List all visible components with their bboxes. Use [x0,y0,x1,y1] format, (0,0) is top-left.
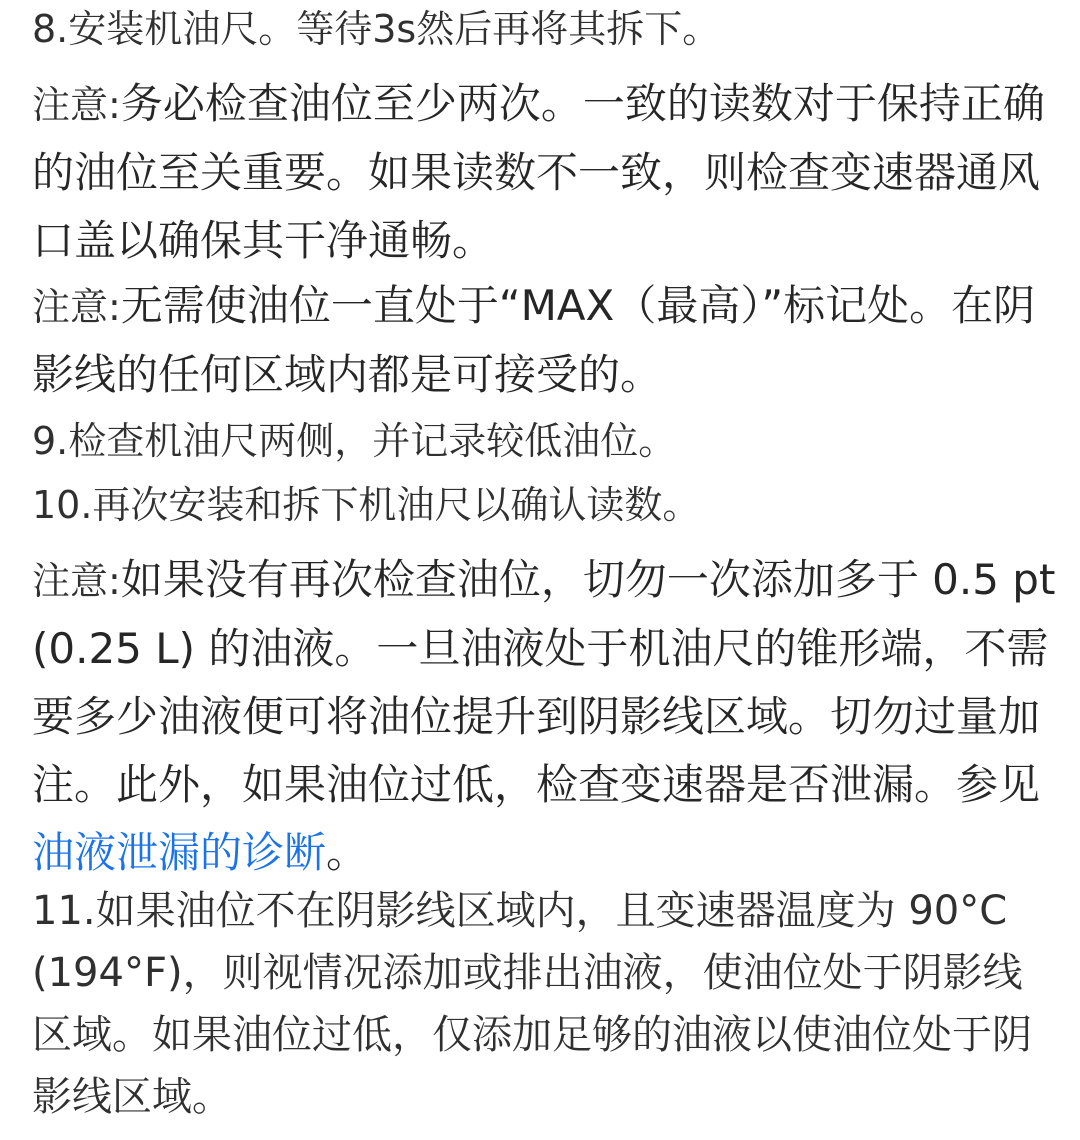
note-max-mark [32,272,1062,409]
note-label: 注意: [32,285,121,329]
note-text: 务必检查油位至少两次。一致的读数对于保持正确的油位至关重要。如果读数不一致，则检查变速器通风口盖以确保其干净通畅。 [32,79,1045,265]
step-11: 11.如果油位不在阴影线区域内，且变速器温度为 90°C (194°F)，则视情况添加或排出油液，使油位处于阴影线区域。如果油位过低，仅添加足够的油液以使油位处于阴影线区域。 [32,888,1032,1120]
note-text-end: 。 [326,828,369,877]
note-add-limit [32,546,1062,887]
step-8: 8.安装机油尺。等待3s然后再将其拆下。 [32,7,721,51]
step-9: 9.检查机油尺两侧，并记录较低油位。 [32,419,677,463]
note-label: 注意: [32,83,121,127]
note-label: 注意: [32,559,121,603]
step-10: 10.再次安装和拆下机油尺以确认读数。 [32,483,701,527]
note-text: 如果没有再次检查油位，切勿一次添加多于 0.5 pt (0.25 L) 的油液。一旦油液处于机油尺的锥形端，不需要多少油液便可将油位提升到阴影线区域。切勿过量加注。此外，如果油位过低，检查变速器是否泄漏。参见 [32,555,1056,809]
note-check-twice [32,70,1062,275]
leak-diagnosis-link[interactable]: 油液泄漏的诊断 [32,828,327,877]
note-text: 无需使油位一直处于“MAX（最高）”标记处。在阴影线的任何区域内都是可接受的。 [32,281,1036,399]
